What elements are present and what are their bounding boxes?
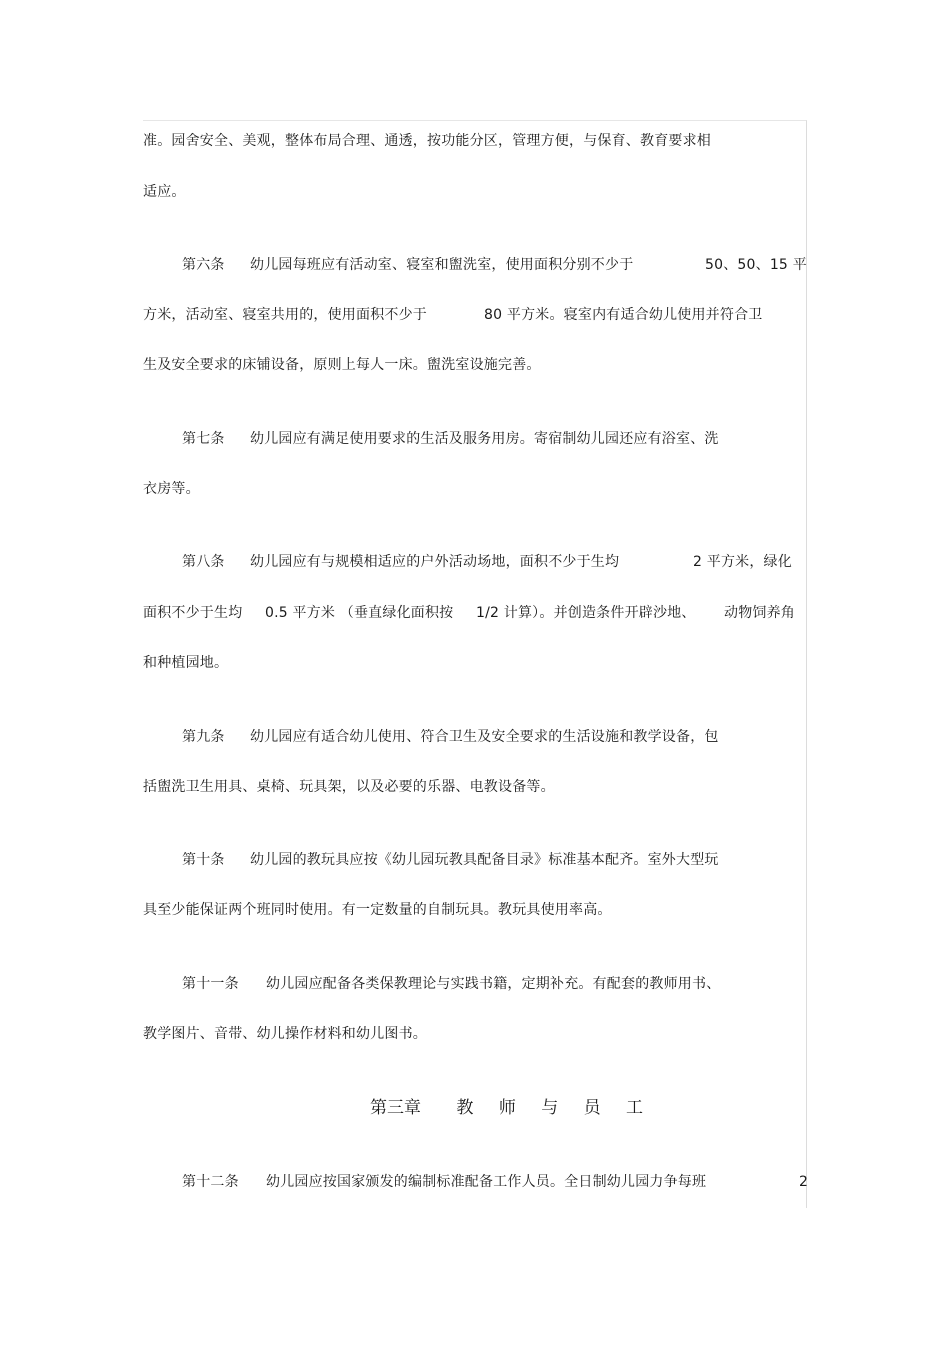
chapter-3-heading (370, 1096, 643, 1120)
article-8-label: 第八条 (182, 554, 225, 570)
text: 幼儿园应有适合幼儿使用、符合卫生及安全要求的生活设施和教学设备，包 (250, 729, 719, 745)
article-10-line-2 (143, 900, 612, 920)
article-7-label: 第七条 (182, 431, 225, 447)
article-11-line-2 (143, 1024, 427, 1044)
article-10-label-line (182, 850, 225, 870)
article-9-line-2 (143, 777, 555, 797)
text: 和种植园地。 (143, 655, 229, 671)
text: 1/2 计算）。并创造条件开辟沙地、 (476, 605, 696, 621)
text: 幼儿园应有满足使用要求的生活及服务用房。寄宿制幼儿园还应有浴室、洗 (250, 431, 719, 447)
text: 动物饲养角 (724, 605, 795, 621)
chapter-char-5: 工 (626, 1098, 644, 1118)
article-9-label: 第九条 (182, 729, 225, 745)
article-11-label: 第十一条 (182, 976, 239, 992)
text: 幼儿园应配备各类保教理论与实践书籍，定期补充。有配套的教师用书、 (266, 976, 721, 992)
text: 适应。 (143, 184, 186, 200)
article-6-line-2a (143, 305, 427, 325)
article-10-label: 第十条 (182, 852, 225, 868)
text: 面积不少于生均 (143, 605, 243, 621)
article-6-line-1 (182, 255, 225, 275)
text: 生及安全要求的床铺设备，原则上每人一床。盥洗室设施完善。 (143, 357, 541, 373)
text: 2 (799, 1174, 809, 1190)
article-12-label: 第十二条 (182, 1174, 239, 1190)
article-9-line-1 (250, 727, 719, 747)
text: 幼儿园应按国家颁发的编制标准配备工作人员。全日制幼儿园力争每班 (266, 1174, 707, 1190)
article-6-line-3 (143, 355, 541, 375)
article-8-line-3 (143, 653, 228, 673)
article-8-line-2b (265, 603, 453, 623)
article-6-line-2b (484, 305, 762, 325)
text: 幼儿园的教玩具应按《幼儿园玩教具配备目录》标准基本配齐。室外大型玩 (250, 852, 719, 868)
article-12-line-1-number (799, 1172, 808, 1192)
chapter-number: 第三章 (370, 1098, 421, 1118)
article-8-line-2a (143, 603, 242, 623)
article-12-label-line (182, 1172, 239, 1192)
article-8-line-1a (250, 552, 619, 572)
text: 准。园舍安全、美观，整体布局合理、通透，按功能分区，管理方便，与保育、教育要求相 (143, 133, 711, 149)
article-9-label-line (182, 727, 225, 747)
article-10-line-1 (250, 850, 719, 870)
article-6-line-1-values (705, 255, 807, 275)
text: 80 平方米。寝室内有适合幼儿使用并符合卫 (484, 307, 763, 323)
article-7-line-1 (250, 429, 719, 449)
chapter-char-1: 教 (456, 1098, 474, 1118)
article-8-label-line (182, 552, 225, 572)
article-7-label-line (182, 429, 225, 449)
article-5-line-1 (143, 131, 711, 151)
text: 方米，活动室、寝室共用的，使用面积不少于 (143, 307, 427, 323)
text: 0.5 平方米 （垂直绿化面积按 (265, 605, 454, 621)
article-11-line-1 (266, 974, 720, 994)
article-5-line-2 (143, 182, 186, 202)
text: 2 平方米，绿化 (693, 554, 792, 570)
text: 幼儿园每班应有活动室、寝室和盥洗室，使用面积分别不少于 (250, 257, 634, 273)
text: 幼儿园应有与规模相适应的户外活动场地，面积不少于生均 (250, 554, 620, 570)
chapter-char-4: 员 (583, 1098, 601, 1118)
article-8-line-2d (724, 603, 795, 623)
article-12-line-1 (266, 1172, 706, 1192)
chapter-char-3: 与 (541, 1098, 559, 1118)
text: 衣房等。 (143, 481, 200, 497)
article-6-label: 第六条 (182, 257, 225, 273)
page-frame (143, 120, 807, 1208)
article-11-label-line (182, 974, 239, 994)
article-8-line-2c (476, 603, 696, 623)
article-8-line-1b (693, 552, 792, 572)
chapter-char-2: 师 (498, 1098, 516, 1118)
text: 50、50、15 平 (705, 257, 807, 273)
article-7-line-2 (143, 479, 200, 499)
article-6-line-1-text (250, 255, 633, 275)
text: 教学图片、音带、幼儿操作材料和幼儿图书。 (143, 1026, 427, 1042)
text: 具至少能保证两个班同时使用。有一定数量的自制玩具。教玩具使用率高。 (143, 902, 612, 918)
text: 括盥洗卫生用具、桌椅、玩具架，以及必要的乐器、电教设备等。 (143, 779, 555, 795)
